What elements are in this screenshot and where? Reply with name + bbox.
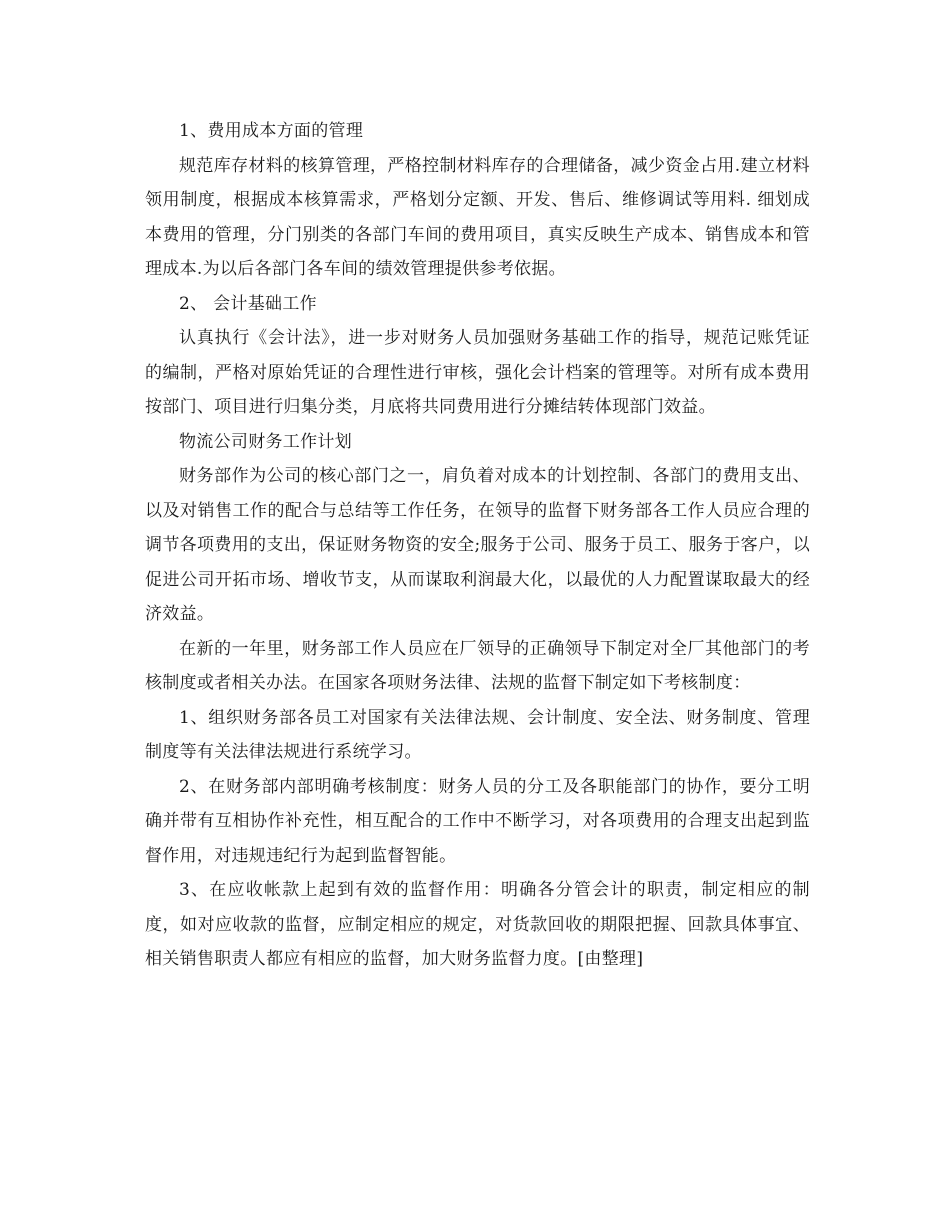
document-page — [145, 114, 810, 977]
paragraph-finance-role: 财务部作为公司的核心部门之一，肩负着对成本的计划控制、各部门的费用支出、以及对销售工作的配合与总结等工作任务，在领导的监督下财务部各工作人员应合理的调节各项费用的支出，保证财务物资的安全;服务于公司、服务于员工、服务于客户，以促进公司开拓市场、增收节支，从而谋取利润最大化，以最优的人力配置谋取最大的经济效益。 — [145, 466, 810, 624]
section-heading-cost-management: 1、费用成本方面的管理 — [179, 121, 364, 141]
list-item-3: 3、在应收帐款上起到有效的监督作用：明确各分管会计的职责，制定相应的制度，如对应收款的监督，应制定相应的规定，对货款回收的期限把握、回款具体事宜、相关销售职责人都应有相应的监督，加大财务监督力度。[由整理] — [145, 880, 810, 969]
list-item-2: 2、在财务部内部明确考核制度：财务人员的分工及各职能部门的协作，要分工明确并带有互相协作补充性，相互配合的工作中不断学习，对各项费用的合理支出起到监督作用，对违规违纪行为起到监督智能。 — [145, 776, 810, 866]
list-item-1: 1、组织财务部各员工对国家有关法律法规、会计制度、安全法、财务制度、管理制度等有关法律法规进行系统学习。 — [145, 707, 810, 762]
paragraph-new-year: 在新的一年里，财务部工作人员应在厂领导的正确领导下制定对全厂其他部门的考核制度或者相关办法。在国家各项财务法律、法规的监督下制定如下考核制度： — [145, 638, 810, 693]
paragraph-cost-management: 规范库存材料的核算管理，严格控制材料库存的合理储备，减少资金占用.建立材料领用制度，根据成本核算需求，严格划分定额、开发、售后、维修调试等用料. 细划成本费用的管理，分门别类的各部门车间的费用项目，真实反映生产成本、销售成本和管理成本.为以后各部门各车间的绩效管理提供参考依据。 — [145, 155, 810, 279]
section-heading-accounting-basics: 2、 会计基础工作 — [179, 293, 317, 314]
paragraph-accounting-basics: 认真执行《会计法》，进一步对财务人员加强财务基础工作的指导，规范记账凭证的编制，严格对原始凭证的合理性进行审核，强化会计档案的管理等。对所有成本费用按部门、项目进行归集分类，月底将共同费用进行分摊结转体现部门效益。 — [145, 328, 810, 417]
section-heading-logistics-plan: 物流公司财务工作计划 — [179, 431, 352, 452]
